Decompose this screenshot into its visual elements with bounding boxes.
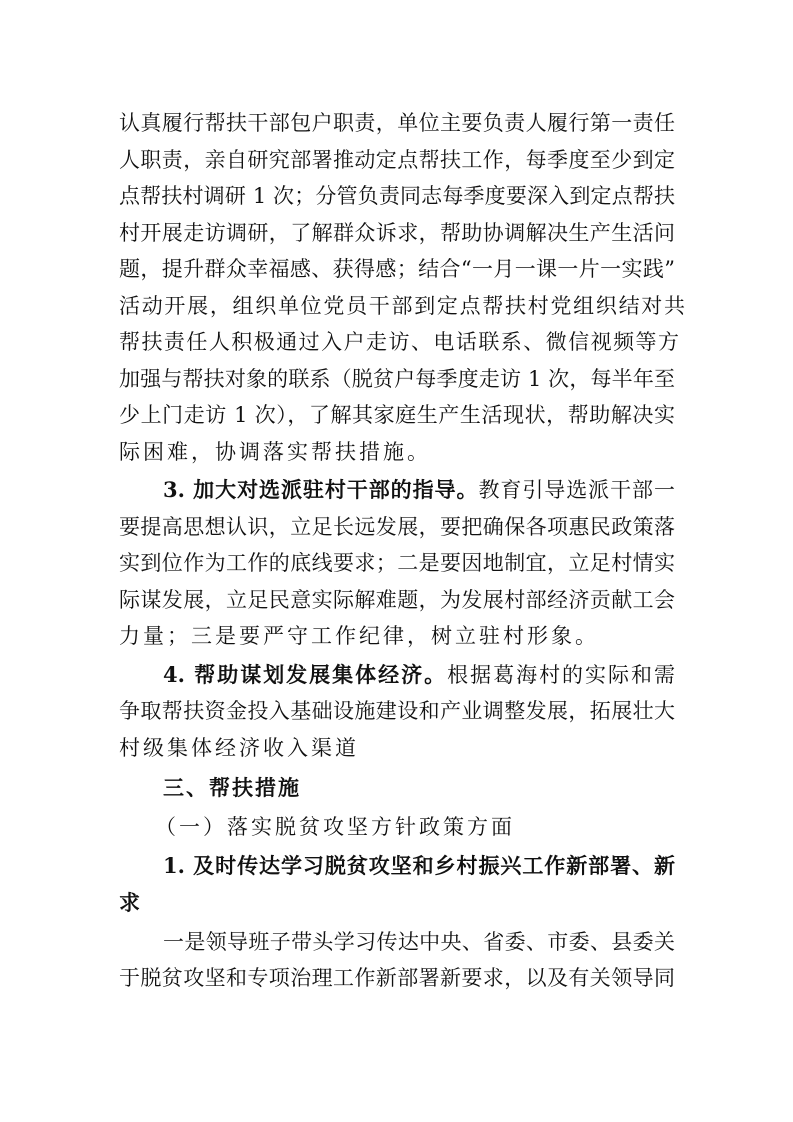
paragraph-heading: 4. 帮助谋划发展集体经济。: [163, 662, 448, 687]
text-line: 争取帮扶资金投入基础设施建设和产业调整发展，拓展壮大: [119, 699, 675, 723]
text-line: 际困难，协调落实帮扶措施。: [119, 440, 431, 464]
item-heading: 1. 及时传达学习脱贫攻坚和乡村振兴工作新部署、新: [163, 853, 675, 878]
text-line: 际谋发展，立足民意实际解难题，为发展村部经济贡献工会: [119, 588, 675, 612]
text-line: 认真履行帮扶干部包户职责，单位主要负责人履行第一责任: [119, 111, 675, 135]
text-span: 教育引导选派干部一: [478, 478, 675, 502]
text-line: 实到位作为工作的底线要求；二是要因地制宜，立足村情实: [119, 551, 675, 575]
item-heading-continued: 求: [119, 890, 140, 915]
text-line: 加强与帮扶对象的联系（脱贫户每季度走访 1 次，每半年至: [119, 367, 675, 391]
text-line: 一是领导班子带头学习传达中央、省委、市委、县委关: [163, 930, 675, 954]
text-line: 人职责，亲自研究部署推动定点帮扶工作，每季度至少到定: [119, 148, 675, 172]
text-line: 村开展走访调研，了解群众诉求，帮助协调解决生产生活问: [119, 221, 675, 245]
paragraph-heading: 3. 加大对选派驻村干部的指导。: [163, 477, 479, 502]
text-line: 要提高思想认识，立足长远发展，要把确保各项惠民政策落: [119, 515, 675, 539]
paragraph-first-line: [119, 477, 675, 503]
text-line: 村级集体经济收入渠道: [119, 736, 359, 760]
section-heading: 三、帮扶措施: [163, 775, 301, 800]
text-line: 点帮扶村调研 1 次；分管负责同志每季度要深入到定点帮扶: [119, 184, 675, 208]
text-line: 力量；三是要严守工作纪律，树立驻村形象。: [119, 624, 599, 648]
paragraph-first-line: [119, 662, 675, 688]
text-line: 题，提升群众幸福感、获得感；结合“一月一课一片一实践”: [119, 257, 675, 281]
subsection-heading: （一）落实脱贫攻坚方针政策方面: [155, 815, 515, 839]
text-span: 根据葛海村的实际和需: [447, 663, 675, 687]
text-line: 活动开展，组织单位党员干部到定点帮扶村党组织结对共: [119, 294, 685, 318]
text-line: 帮扶责任人积极通过入户走访、电话联系、微信视频等方: [119, 330, 679, 354]
text-line: 少上门走访 1 次），了解其家庭生产生活现状，帮助解决实: [119, 403, 675, 427]
text-line: 于脱贫攻坚和专项治理工作新部署新要求，以及有关领导同: [119, 966, 675, 990]
